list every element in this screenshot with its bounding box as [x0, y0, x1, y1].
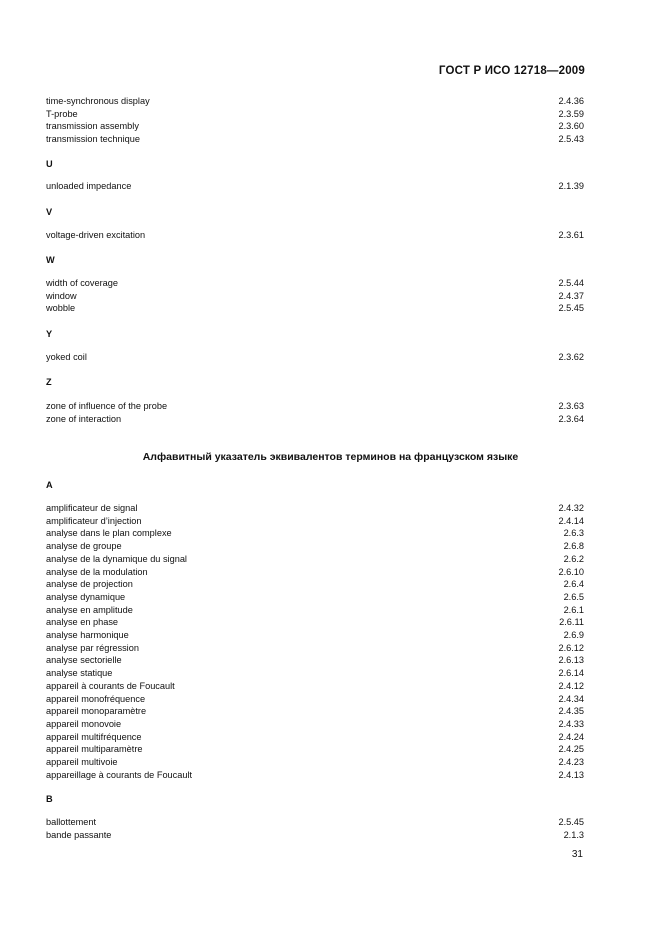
- letter-heading-w: W: [46, 255, 55, 265]
- index-entry: [46, 95, 584, 108]
- index-term: analyse de la dynamique du signal: [46, 553, 187, 564]
- index-term: appareil monoparamètre: [46, 706, 147, 717]
- index-term: appareil multiparamètre: [46, 744, 143, 755]
- index-reference-number: 2.1.3: [563, 829, 584, 840]
- letter-heading-b: B: [46, 794, 53, 804]
- index-term: amplificateur d’injection: [46, 515, 142, 526]
- index-term: transmission technique: [46, 134, 140, 145]
- index-term: analyse en phase: [46, 617, 119, 628]
- index-term: appareil à courants de Foucault: [46, 680, 175, 691]
- index-entry: [46, 133, 584, 146]
- index-entry: [46, 578, 584, 591]
- index-entry: [46, 667, 584, 680]
- index-entry: [46, 756, 584, 769]
- index-entry: [46, 642, 584, 655]
- index-reference-number: 2.4.36: [558, 96, 584, 106]
- index-term: analyse de la modulation: [46, 566, 148, 577]
- index-entry: [46, 120, 584, 133]
- letter-heading-a: A: [46, 480, 53, 490]
- index-term: appareil multivoie: [46, 757, 118, 767]
- index-term: width of coverage: [46, 278, 119, 288]
- index-term: analyse sectorielle: [46, 655, 122, 666]
- document-header: ГОСТ Р ИСО 12718—2009: [438, 65, 585, 77]
- index-term: analyse en amplitude: [46, 604, 133, 615]
- index-entry: [46, 616, 584, 629]
- index-term: transmission assembly: [46, 121, 139, 132]
- index-reference-number: 2.5.43: [558, 134, 584, 145]
- index-entry: [46, 769, 584, 782]
- index-entry: [46, 553, 584, 566]
- index-term: appareil multifréquence: [46, 731, 142, 742]
- index-reference-number: 2.4.34: [558, 693, 584, 704]
- index-reference-number: 2.4.23: [558, 757, 584, 767]
- letter-heading-v: V: [46, 207, 53, 217]
- index-reference-number: 2.3.63: [558, 401, 584, 411]
- index-reference-number: 2.6.10: [558, 566, 584, 577]
- index-reference-number: 2.6.12: [558, 642, 584, 653]
- index-entry: [46, 413, 584, 426]
- index-reference-number: 2.6.3: [563, 528, 584, 539]
- index-entry: [46, 629, 584, 642]
- index-entry: [46, 400, 584, 413]
- index-reference-number: 2.4.35: [558, 706, 584, 717]
- index-entry: [46, 566, 584, 579]
- index-reference-number: 2.5.45: [558, 817, 584, 827]
- index-entry: [46, 515, 584, 528]
- index-entry: [46, 290, 584, 303]
- index-entry: [46, 680, 584, 693]
- index-reference-number: 2.3.61: [558, 230, 584, 240]
- index-entry: [46, 180, 584, 193]
- index-term: ballottement: [46, 817, 97, 827]
- index-reference-number: 2.4.33: [558, 718, 584, 729]
- letter-heading-z: Z: [46, 377, 52, 387]
- index-reference-number: 2.6.1: [563, 604, 584, 615]
- index-reference-number: 2.3.60: [558, 121, 584, 132]
- index-term: bande passante: [46, 829, 112, 840]
- index-reference-number: 2.6.4: [563, 579, 584, 590]
- index-term: appareil monofréquence: [46, 693, 146, 704]
- index-entry: [46, 829, 584, 842]
- index-entry: [46, 502, 584, 515]
- index-entry: [46, 277, 584, 290]
- index-entry: [46, 108, 584, 121]
- index-entry: [46, 816, 584, 829]
- index-term: amplificateur de signal: [46, 503, 138, 513]
- index-term: time-synchronous display: [46, 96, 150, 106]
- index-reference-number: 2.5.45: [558, 303, 584, 314]
- index-entry: [46, 693, 584, 706]
- index-reference-number: 2.4.25: [558, 744, 584, 755]
- index-term: unloaded impedance: [46, 181, 132, 191]
- page-number: 31: [571, 849, 583, 860]
- index-entry: [46, 527, 584, 540]
- index-term: analyse de groupe: [46, 541, 122, 552]
- index-term: analyse dynamique: [46, 591, 126, 602]
- index-entry: [46, 731, 584, 744]
- index-reference-number: 2.3.62: [558, 352, 584, 362]
- index-term: analyse statique: [46, 668, 113, 679]
- index-entry: [46, 705, 584, 718]
- index-entry: [46, 229, 584, 242]
- index-entry: [46, 351, 584, 364]
- letter-heading-y: Y: [46, 329, 53, 339]
- index-term: analyse dans le plan complexe: [46, 528, 172, 539]
- index-term: yoked coil: [46, 352, 87, 362]
- index-reference-number: 2.6.8: [563, 541, 584, 552]
- letter-heading-u: U: [46, 159, 53, 169]
- index-entry: [46, 604, 584, 617]
- index-reference-number: 2.4.14: [558, 515, 584, 526]
- index-term: voltage-driven excitation: [46, 230, 146, 240]
- index-term: analyse par régression: [46, 642, 139, 653]
- index-reference-number: 2.4.13: [558, 769, 584, 780]
- index-entry: [46, 302, 584, 315]
- index-reference-number: 2.3.59: [558, 108, 584, 119]
- index-reference-number: 2.4.32: [558, 503, 584, 513]
- index-reference-number: 2.6.2: [563, 553, 584, 564]
- index-term: appareil monovoie: [46, 718, 122, 729]
- index-reference-number: 2.6.5: [563, 591, 584, 602]
- index-entry: [46, 718, 584, 731]
- index-term: zone of interaction: [46, 413, 122, 424]
- index-reference-number: 2.6.11: [559, 617, 584, 628]
- index-entry: [46, 743, 584, 756]
- index-term: analyse de projection: [46, 579, 133, 590]
- index-entry: [46, 540, 584, 553]
- index-entry: [46, 591, 584, 604]
- section-title: Алфавитный указатель эквивалентов терминов на французском языке: [142, 451, 519, 463]
- index-reference-number: 2.3.64: [558, 413, 584, 424]
- index-reference-number: 2.6.14: [558, 668, 584, 679]
- index-reference-number: 2.5.44: [558, 278, 584, 288]
- index-term: zone of influence of the probe: [46, 401, 168, 411]
- index-term: appareillage à courants de Foucault: [46, 769, 193, 780]
- index-reference-number: 2.1.39: [558, 181, 584, 191]
- index-term: T-probe: [46, 108, 78, 119]
- index-entry: [46, 654, 584, 667]
- index-term: analyse harmonique: [46, 630, 129, 640]
- index-reference-number: 2.6.9: [563, 630, 584, 640]
- index-term: window: [46, 290, 77, 301]
- index-reference-number: 2.4.24: [558, 731, 584, 742]
- index-reference-number: 2.6.13: [558, 655, 584, 666]
- index-reference-number: 2.4.37: [558, 290, 584, 301]
- index-reference-number: 2.4.12: [558, 680, 584, 691]
- index-term: wobble: [46, 303, 76, 314]
